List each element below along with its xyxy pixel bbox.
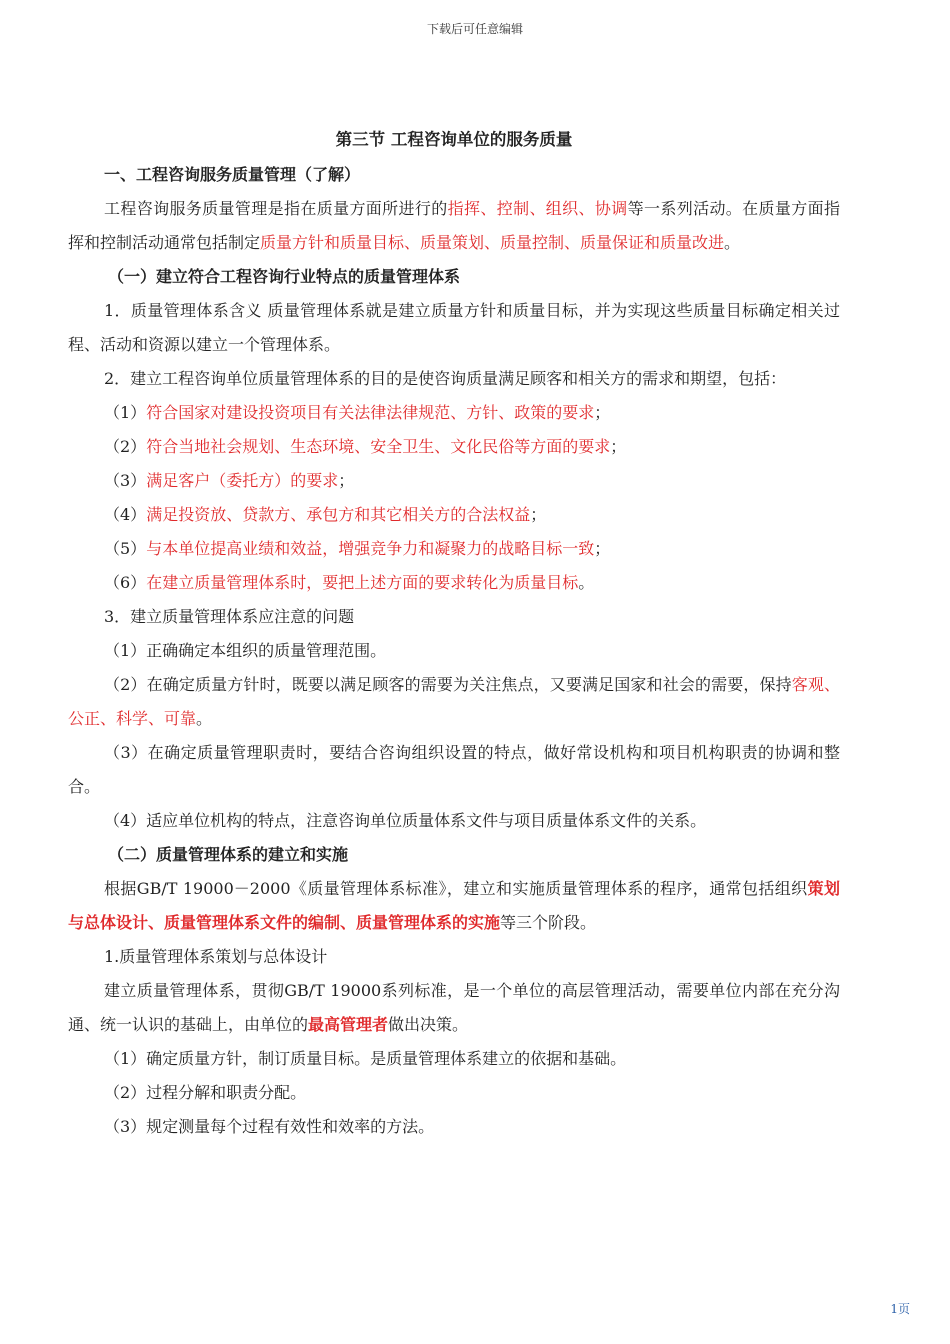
step-item: （3）规定测量每个过程有效性和效率的方法。 <box>104 1117 435 1136</box>
goal-text: 满足客户（委托方）的要求 <box>146 471 339 490</box>
goal-item <box>68 566 840 600</box>
heading-2: （二）质量管理体系的建立和实施 <box>108 845 349 864</box>
text-span: 做出决策。 <box>388 1015 469 1034</box>
goal-text: 满足投资放、贷款方、承包方和其它相关方的合法权益 <box>146 505 531 524</box>
goal-text: 符合当地社会规划、生态环境、安全卫生、文化民俗等方面的要求 <box>146 437 611 456</box>
step-item: （2）过程分解和职责分配。 <box>104 1083 307 1102</box>
goal-num: （4） <box>104 505 147 524</box>
paragraph: 1．质量管理体系含义 质量管理体系就是建立质量方针和质量目标，并为实现这些质量目标确定相关过程、活动和资源以建立一个管理体系。 <box>68 301 840 354</box>
page-number: 1页 <box>890 1302 910 1316</box>
highlight-text: 最高管理者 <box>308 1015 389 1034</box>
paragraph: 1.质量管理体系策划与总体设计 <box>104 947 328 966</box>
text-span: 工程咨询服务质量管理是指在质量方面所进行的 <box>104 199 448 218</box>
highlight-text: 策划与总体设计、质量管理体系文件的编制、质量管理体系的实施 <box>68 879 840 932</box>
note-item: （1）正确确定本组织的质量管理范围。 <box>104 641 387 660</box>
text-span: 根据GB/T 19000－2000《质量管理体系标准》，建立和实施质量管理体系的程序，通常包括组织 <box>104 879 808 898</box>
goal-item <box>68 430 840 464</box>
document-body <box>68 126 840 1144</box>
goal-item <box>68 396 840 430</box>
note-item: （3）在确定质量管理职责时，要结合咨询组织设置的特点，做好常设机构和项目机构职责的协调和整合。 <box>68 743 840 796</box>
goal-item <box>68 532 840 566</box>
goal-text: 与本单位提高业绩和效益，增强竞争力和凝聚力的战略目标一致 <box>146 539 595 558</box>
intro-paragraph <box>68 192 840 260</box>
goal-num: （5） <box>104 539 147 558</box>
heading-1: 一、工程咨询服务质量管理（了解） <box>104 165 361 184</box>
page-header: 下载后可任意编辑 <box>426 22 523 36</box>
goal-num: （6） <box>104 573 147 592</box>
paragraph: 2．建立工程咨询单位质量管理体系的目的是使咨询质量满足顾客和相关方的需求和期望，包括： <box>104 369 787 388</box>
highlight-text: 质量方针和质量目标、质量策划、质量控制、质量保证和质量改进 <box>260 233 725 252</box>
goal-text: 在建立质量管理体系时，要把上述方面的要求转化为质量目标 <box>146 573 579 592</box>
goal-item <box>68 498 840 532</box>
text-span: （2）在确定质量方针时，既要以满足顾客的需要为关注焦点，又要满足国家和社会的需要，保持 <box>104 675 792 694</box>
text-span: 等一系列活动。在质量方面指挥和控制活动通常包括制定 <box>68 199 840 252</box>
goal-end: ； <box>594 539 611 558</box>
paragraph <box>68 974 840 1042</box>
goal-num: （1） <box>104 403 147 422</box>
goal-end: ； <box>530 505 547 524</box>
note-item: （4）适应单位机构的特点，注意咨询单位质量体系文件与项目质量体系文件的关系。 <box>104 811 707 830</box>
note-item <box>68 668 840 736</box>
text-span: 建立质量管理体系，贯彻GB/T 19000系列标准，是一个单位的高层管理活动，需要单位内部在充分沟通、统一认识的基础上，由单位的 <box>68 981 840 1034</box>
paragraph: 3．建立质量管理体系应注意的问题 <box>104 607 355 626</box>
goal-num: （3） <box>104 471 147 490</box>
paragraph <box>68 872 840 940</box>
goal-end: 。 <box>578 573 595 592</box>
section-title: 第三节 工程咨询单位的服务质量 <box>335 130 573 149</box>
goal-end: ； <box>594 403 611 422</box>
goal-item <box>68 464 840 498</box>
highlight-text: 客观、公正、科学、可靠 <box>68 675 840 728</box>
goal-num: （2） <box>104 437 147 456</box>
step-item: （1）确定质量方针，制订质量目标。是质量管理体系建立的依据和基础。 <box>104 1049 627 1068</box>
text-span: 等三个阶段。 <box>500 913 597 932</box>
text-span: 。 <box>724 233 741 252</box>
goal-end: ； <box>338 471 355 490</box>
goal-end: ； <box>610 437 627 456</box>
heading-2: （一）建立符合工程咨询行业特点的质量管理体系 <box>108 267 461 286</box>
highlight-text: 指挥、控制、组织、协调 <box>447 199 628 218</box>
text-span: 。 <box>196 709 213 728</box>
goal-text: 符合国家对建设投资项目有关法律法律规范、方针、政策的要求 <box>146 403 595 422</box>
